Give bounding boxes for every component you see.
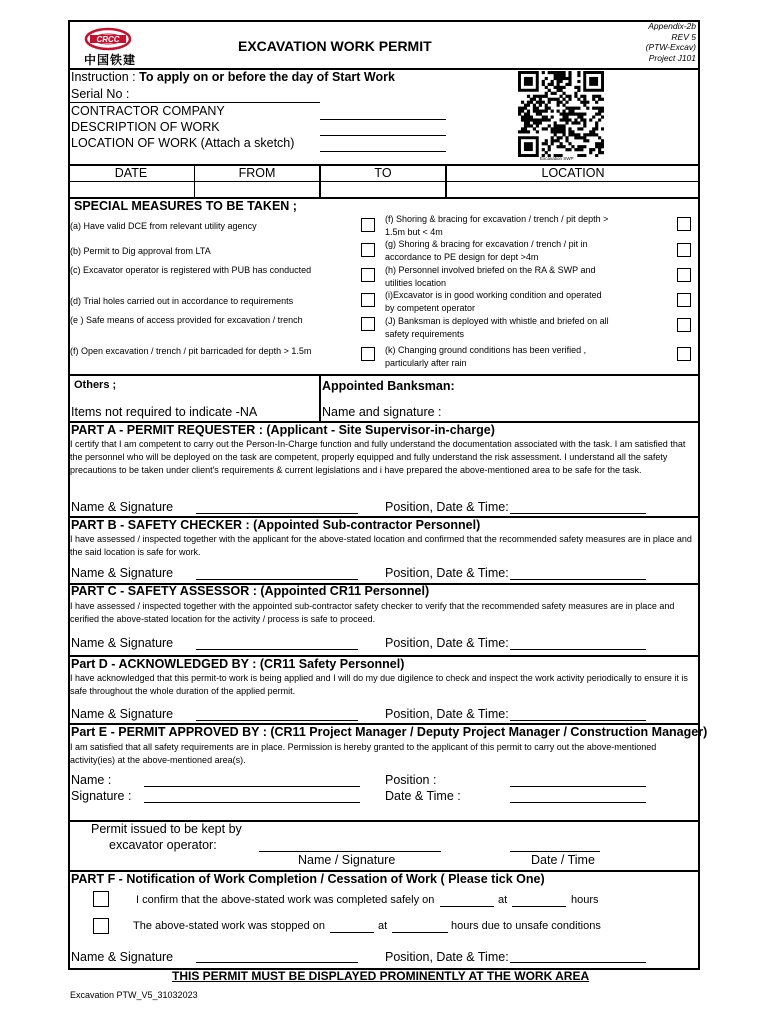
issued-line2: excavator operator: (109, 838, 217, 852)
part-c-name-signature: Name & Signature (71, 636, 174, 650)
checkbox-j[interactable] (677, 318, 691, 332)
part-e-signature: Signature : (71, 789, 132, 803)
part-a-name-signature: Name & Signature (71, 500, 174, 514)
part-d-position-field[interactable] (510, 720, 646, 721)
checkbox-i[interactable] (677, 293, 691, 307)
completed-hours-label: hours (571, 894, 599, 906)
stopped-checkbox[interactable] (93, 918, 109, 934)
checkbox-a[interactable] (361, 218, 375, 232)
part-e-datetime: Date & Time : (385, 789, 461, 803)
issued-date-time: Date / Time (531, 853, 595, 867)
from-field[interactable] (196, 183, 318, 196)
measure-e: (e ) Safe means of access provided for excavation / trench (70, 315, 303, 325)
contractor-field[interactable] (320, 119, 446, 120)
banksman-signature[interactable]: Name and signature : (322, 405, 442, 419)
col-date: DATE (114, 166, 148, 180)
others-label: Others ; (74, 379, 117, 391)
completed-at-label: at (498, 894, 508, 906)
checkbox-d[interactable] (361, 293, 375, 307)
col-to: TO (374, 166, 392, 180)
part-e-position-field[interactable] (510, 786, 646, 787)
issued-line1: Permit issued to be kept by (91, 822, 242, 836)
measure-d: (d) Trial holes carried out in accordance to requirements (70, 296, 294, 306)
part-a-position-field[interactable] (510, 513, 646, 514)
qr-caption: Excavation SWP (540, 156, 574, 161)
checkbox-c[interactable] (361, 268, 375, 282)
contractor-label: CONTRACTOR COMPANY (71, 104, 225, 118)
display-notice: THIS PERMIT MUST BE DISPLAYED PROMINENTLY AT THE WORK AREA (172, 969, 590, 983)
part-a-name-field[interactable] (196, 513, 358, 514)
part-d-title: Part D - ACKNOWLEDGED BY : (CR11 Safety Personnel) (71, 657, 405, 671)
part-e-name-field[interactable] (144, 786, 360, 787)
part-e-name: Name : (71, 773, 112, 787)
part-a-position: Position, Date & Time: (385, 500, 509, 514)
part-c-text: I have assessed / inspected together with the appointed sub-contractor safety checker to verify that the recommended safety measures are in place and cerified the above-stated location for the activity / process is safe to proceed. (70, 601, 675, 625)
measure-c: (c) Excavator operator is registered with PUB has conducted (70, 265, 312, 275)
stopped-time-field[interactable] (392, 932, 448, 933)
part-e-text: I am satisfied that all safety requirements are in place. Permission is hereby granted to the applicant of this permit to carry out the above-mentioned activity(ies) at the above-mentioned area(s). (70, 742, 657, 766)
qr-code[interactable] (518, 71, 604, 157)
measure-h: (h) Personnel involved briefed on the RA & SWP and utilities location (385, 265, 596, 288)
part-d-name-signature: Name & Signature (71, 707, 174, 721)
location-field[interactable] (320, 151, 446, 152)
part-b-position-field[interactable] (510, 579, 646, 580)
to-field[interactable] (322, 183, 444, 196)
measure-f-right: (f) Shoring & bracing for excavation / trench / pit depth > 1.5m but < 4m (385, 214, 609, 237)
completed-time-field[interactable] (512, 906, 566, 907)
measure-b: (b) Permit to Dig approval from LTA (70, 246, 211, 256)
document-reference: Appendix-2b REV 5 (PTW-Excav) Project J101 (645, 21, 696, 63)
location-label: LOCATION OF WORK (Attach a sketch) (71, 136, 295, 150)
measure-i: (i)Excavator is in good working condition and operated by competent operator (385, 290, 602, 313)
checkbox-k[interactable] (677, 347, 691, 361)
part-e-title: Part E - PERMIT APPROVED BY : (CR11 Project Manager / Deputy Project Manager / Construction Manager) (71, 725, 708, 739)
banksman-label: Appointed Banksman: (322, 379, 455, 393)
description-label: DESCRIPTION OF WORK (71, 120, 220, 134)
page-title: EXCAVATION WORK PERMIT (238, 38, 432, 54)
checkbox-e[interactable] (361, 317, 375, 331)
part-f-name-signature: Name & Signature (71, 950, 174, 964)
part-f-name-field[interactable] (196, 962, 358, 963)
svg-text:CRCC: CRCC (96, 35, 120, 44)
measure-g: (g) Shoring & bracing for excavation / trench / pit in accordance to PE design for dept >4m (385, 239, 588, 262)
completed-checkbox[interactable] (93, 891, 109, 907)
logo-caption: 中国铁建 (84, 53, 137, 67)
part-b-name-signature: Name & Signature (71, 566, 174, 580)
others-note: Items not required to indicate -NA (71, 405, 258, 419)
part-d-position: Position, Date & Time: (385, 707, 509, 721)
stopped-at-label: at (378, 920, 388, 932)
issued-name-field[interactable] (259, 851, 441, 852)
measure-k: (k) Changing ground conditions has been verified , particularly after rain (385, 345, 587, 368)
part-f-title: PART F - Notification of Work Completion / Cessation of Work ( Please tick One) (71, 872, 545, 886)
part-f-position: Position, Date & Time: (385, 950, 509, 964)
description-field[interactable] (320, 135, 446, 136)
document-code: Excavation PTW_V5_31032023 (70, 990, 198, 1000)
date-field[interactable] (70, 183, 192, 196)
part-f-position-field[interactable] (510, 962, 646, 963)
measures-heading: SPECIAL MEASURES TO BE TAKEN ; (74, 199, 297, 213)
checkbox-b[interactable] (361, 243, 375, 257)
issued-date-field[interactable] (510, 851, 600, 852)
part-c-position: Position, Date & Time: (385, 636, 509, 650)
measure-f-left: (f) Open excavation / trench / pit barricaded for depth > 1.5m (70, 346, 312, 356)
part-b-title: PART B - SAFETY CHECKER : (Appointed Sub-contractor Personnel) (71, 518, 481, 532)
location-cell-field[interactable] (448, 183, 698, 196)
col-from: FROM (238, 166, 276, 180)
completed-statement: I confirm that the above-stated work was completed safely on (136, 894, 435, 906)
measure-j: (J) Banksman is deployed with whistle and briefed on all safety requirements (385, 316, 609, 339)
measure-a: (a) Have valid DCE from relevant utility agency (70, 221, 257, 231)
part-d-text: I have acknowledged that this permit-to work is being applied and I will do my due digilence to check and inspect the work activity periodically to ensure it is safe throughout the whole duration of the applied permit. (70, 673, 688, 697)
part-e-position: Position : (385, 773, 437, 787)
issued-name-signature: Name / Signature (298, 853, 396, 867)
part-a-text: I certify that I am competent to carry out the Person-In-Charge function and fully understand the documentation associated with the task. I am satisfied that the personnel who will be deployed on the task are competent, properly equipped and fully understand the risk assessment. I understand all the safety precautions to be taken under client's requirements & current legislations and i have prepared the above-mentioned area to be safe for the task. (70, 439, 686, 476)
instruction: Instruction : To apply on or before the day of Start Work (71, 70, 395, 84)
col-location: LOCATION (541, 166, 605, 180)
part-d-name-field[interactable] (196, 720, 358, 721)
part-b-text: I have assessed / inspected together with the applicant for the above-stated location and confirmed that the recommended safety measures are in place and the said location is safe for work. (70, 534, 692, 558)
part-c-position-field[interactable] (510, 649, 646, 650)
part-b-name-field[interactable] (196, 579, 358, 580)
serial-no-label: Serial No : (71, 87, 130, 101)
checkbox-h[interactable] (677, 268, 691, 282)
checkbox-f-left[interactable] (361, 347, 375, 361)
part-a-title: PART A - PERMIT REQUESTER : (Applicant - Site Supervisor-in-charge) (71, 423, 495, 437)
stopped-hours-label: hours due to unsafe conditions (451, 920, 601, 932)
completed-date-field[interactable] (440, 906, 494, 907)
stopped-date-field[interactable] (330, 932, 374, 933)
part-e-datetime-field[interactable] (510, 802, 646, 803)
stopped-statement: The above-stated work was stopped on (133, 920, 326, 932)
checkbox-g[interactable] (677, 243, 691, 257)
part-e-signature-field[interactable] (144, 802, 360, 803)
checkbox-f-right[interactable] (677, 217, 691, 231)
part-c-name-field[interactable] (196, 649, 358, 650)
part-b-position: Position, Date & Time: (385, 566, 509, 580)
part-c-title: PART C - SAFETY ASSESSOR : (Appointed CR11 Personnel) (71, 584, 430, 598)
